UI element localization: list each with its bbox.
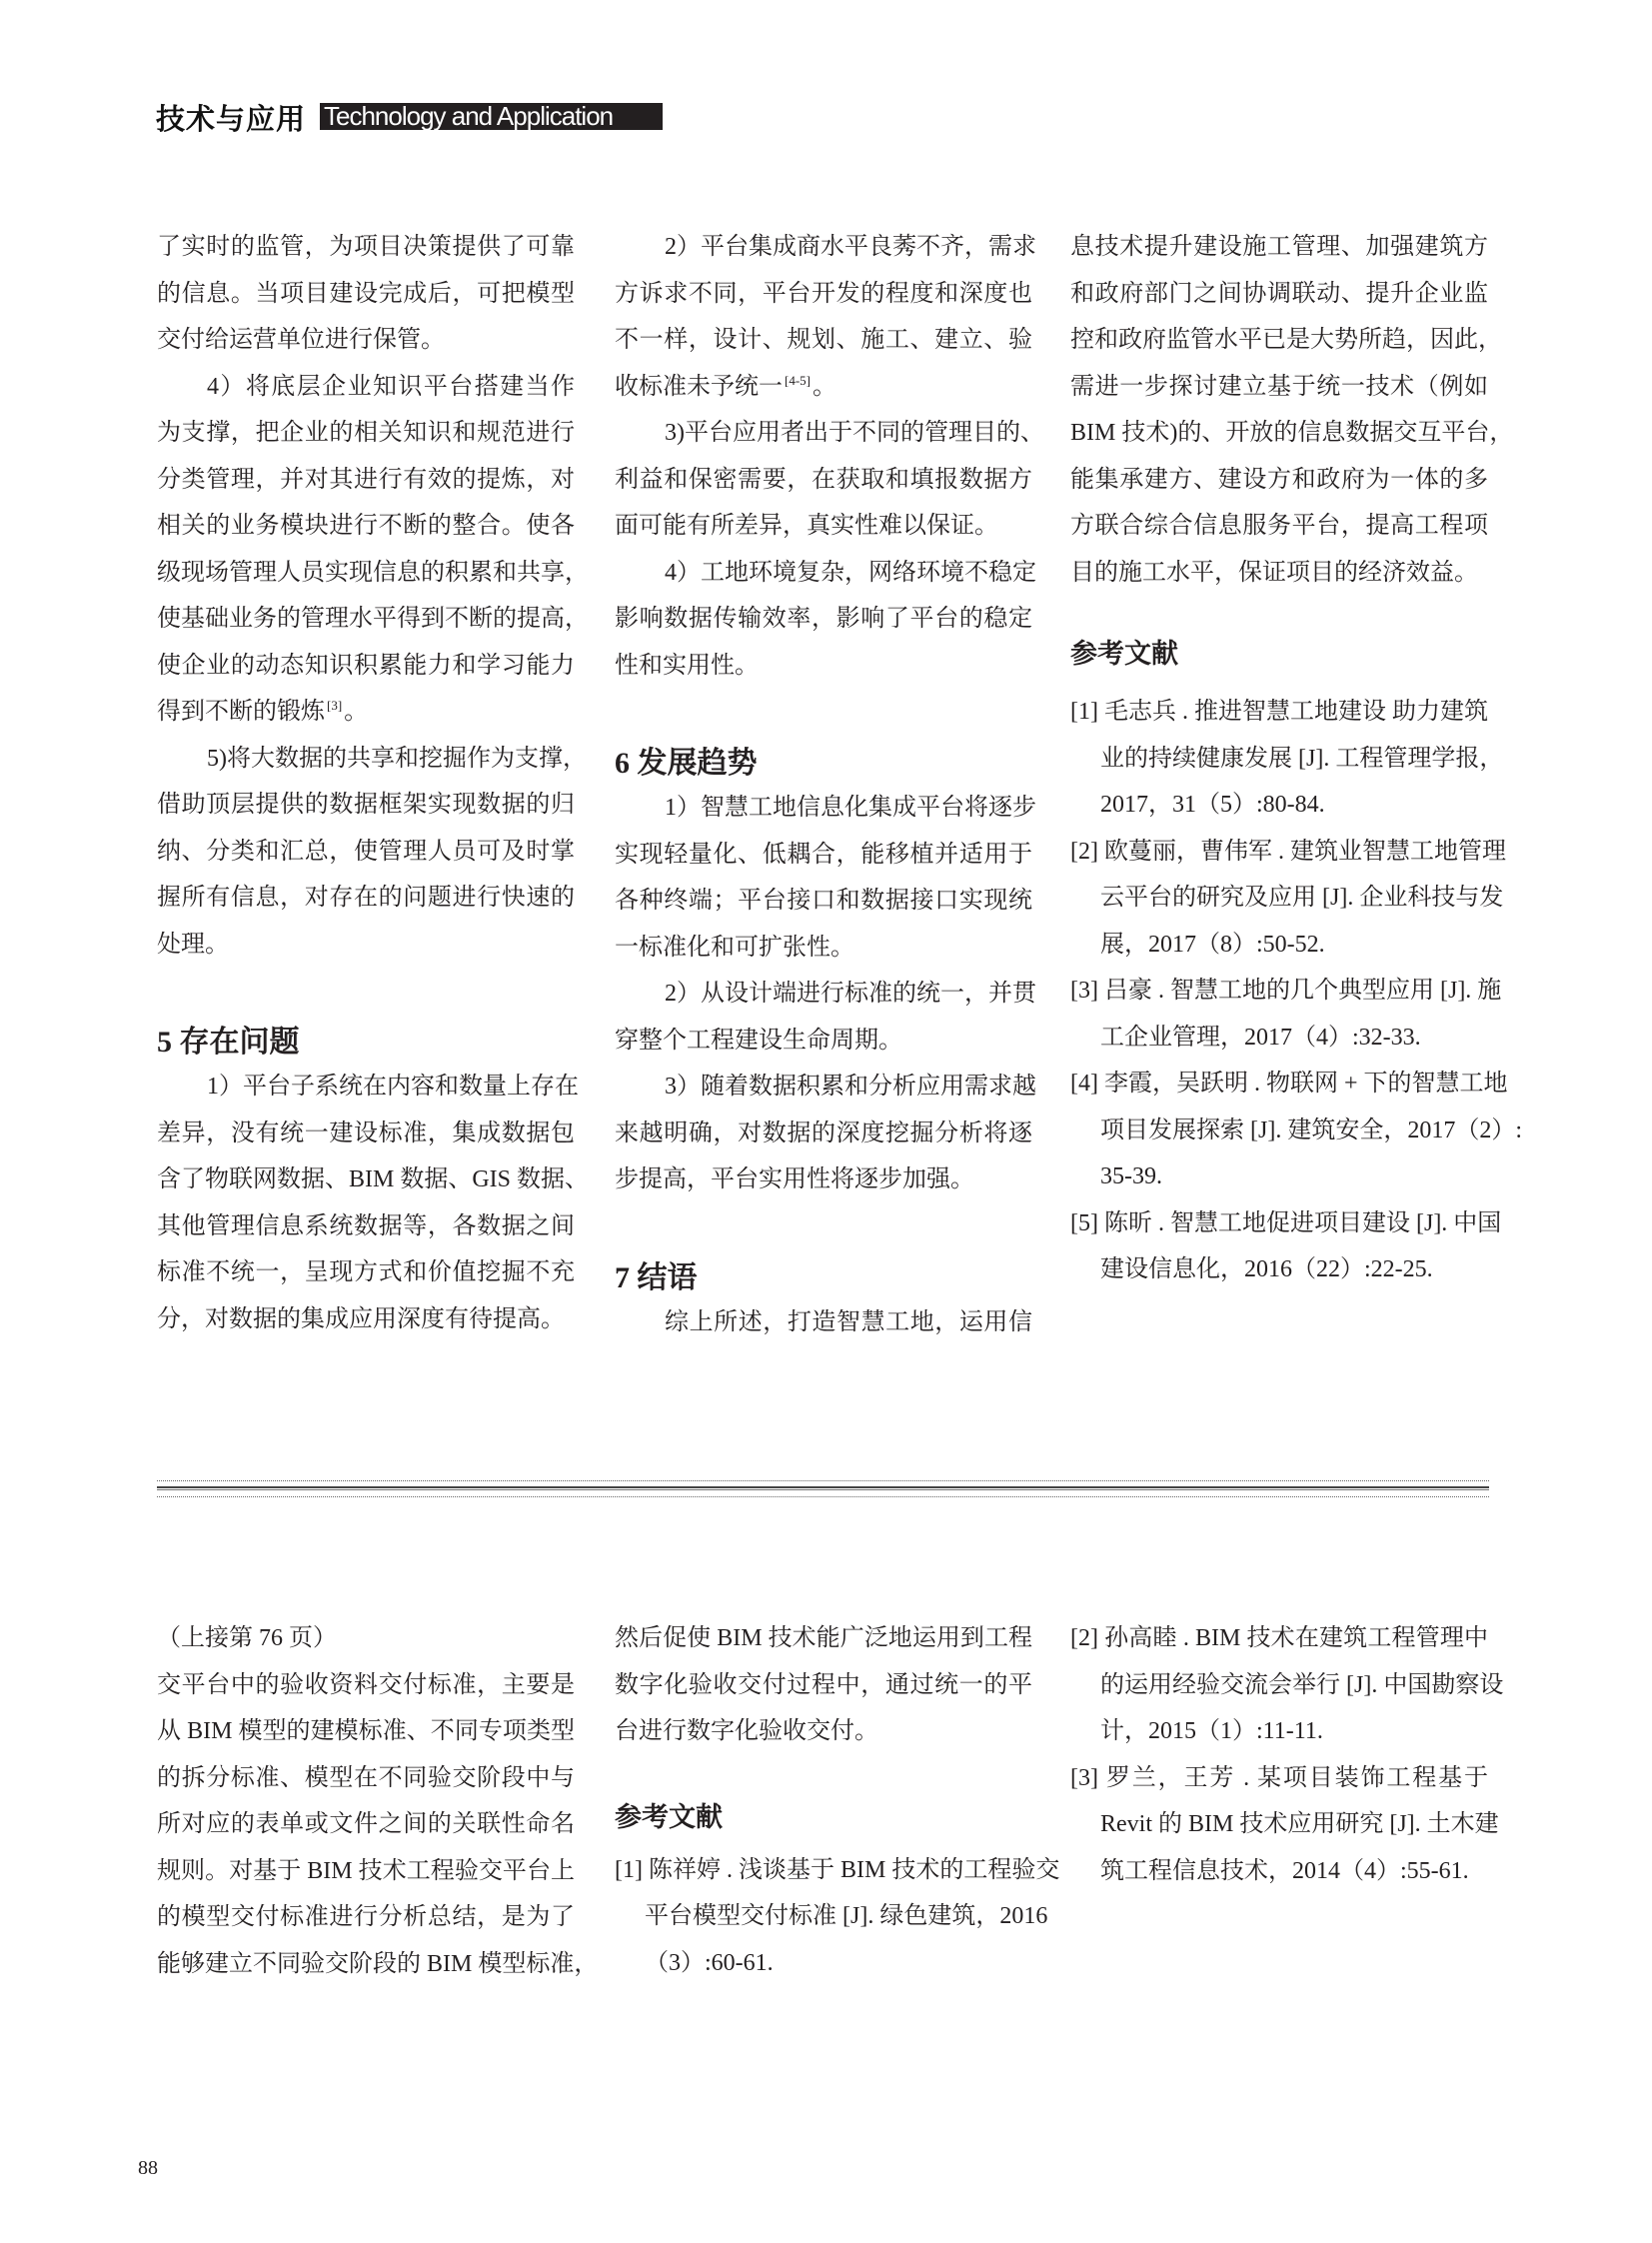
text-line: 交平台中的验收资料交付标准，主要是 xyxy=(157,1671,575,1698)
text-line: 性和实用性。 xyxy=(615,652,759,679)
column-1 xyxy=(157,224,590,1342)
column-1 xyxy=(157,1615,599,1987)
text-line: 需进一步探讨建立基于统一技术（例如 xyxy=(1070,373,1488,400)
section-heading: 6 发展趋势 xyxy=(615,747,758,780)
text-line: 利益和保密需要，在获取和填报数据方 xyxy=(615,466,1032,493)
text-line: 数字化验收交付过程中，通过统一的平 xyxy=(615,1671,1032,1698)
text-line: [3] 吕豪 . 智慧工地的几个典型应用 [J]. 施 xyxy=(1070,978,1502,1004)
text-line: 一标准化和可扩张性。 xyxy=(615,934,854,961)
text-line: 各种终端；平台接口和数据接口实现统 xyxy=(615,888,1032,914)
paragraph xyxy=(615,224,1036,410)
divider-solid xyxy=(157,1486,1489,1490)
text-line: 台进行数字化验收交付。 xyxy=(615,1718,878,1744)
text: 。 xyxy=(344,699,369,725)
divider-dotted xyxy=(157,1480,1489,1481)
reference-item xyxy=(1070,1061,1522,1200)
text-line: 4）将底层企业知识平台搭建当作 xyxy=(207,373,575,400)
paragraph xyxy=(615,550,1036,690)
text-line: 借助顶层提供的数据框架实现数据的归 xyxy=(157,792,575,818)
text-line: 息技术提升建设施工管理、加强建筑方 xyxy=(1070,234,1488,260)
paragraph xyxy=(157,736,587,969)
text-line: 然后促使 BIM 技术能广泛地运用到工程 xyxy=(615,1625,1032,1651)
text-line: 为支撑，把企业的相关知识和规范进行 xyxy=(157,420,575,446)
text-line: 所对应的表单或文件之间的关联性命名 xyxy=(157,1811,575,1837)
text-line: 2）从设计端进行标准的统一，并贯 xyxy=(665,981,1036,1007)
text-line: 综上所述，打造智慧工地，运用信 xyxy=(665,1308,1032,1335)
section-label-cn: 技术与应用 xyxy=(156,102,307,136)
text-line: 从 BIM 模型的建模标准、不同专项类型 xyxy=(157,1718,575,1744)
text-line: 和政府部门之间协调联动、提升企业监 xyxy=(1070,280,1488,307)
text-line: （3）:60-61. xyxy=(645,1949,774,1976)
text-line: 的拆分标准、模型在不同验交阶段中与 xyxy=(157,1764,575,1791)
section-heading: 5 存在问题 xyxy=(157,1026,300,1059)
paragraph xyxy=(615,971,1036,1064)
text-line: 能集承建方、建设方和政府为一体的多 xyxy=(1070,466,1488,493)
reference-item xyxy=(1070,829,1506,969)
section-heading: 7 结语 xyxy=(615,1260,698,1294)
text-line: 3）随着数据积累和分析应用需求越 xyxy=(665,1074,1036,1100)
paragraph xyxy=(157,364,589,736)
text-line: 建设信息化，2016（22）:22-25. xyxy=(1100,1256,1433,1282)
text-line: 工企业管理，2017（4）:32-33. xyxy=(1100,1024,1421,1051)
text-line: 5)将大数据的共享和挖掘作为支撑， xyxy=(207,745,587,772)
page-number: 88 xyxy=(138,2157,158,2179)
text-line: 步提高，平台实用性将逐步加强。 xyxy=(615,1166,974,1192)
text-line: [2] 孙高睦 . BIM 技术在建筑工程管理中 xyxy=(1070,1625,1488,1651)
text-line: 目的施工水平，保证项目的经济效益。 xyxy=(1070,559,1478,586)
text-line: 的信息。当项目建设完成后，可把模型 xyxy=(157,280,575,307)
text-line: [3] 罗兰，王芳 . 某项目装饰工程基于 xyxy=(1070,1764,1488,1791)
text-line: 项目发展探索 [J]. 建筑安全，2017（2）: xyxy=(1100,1117,1522,1143)
text-line: 业的持续健康发展 [J]. 工程管理学报， xyxy=(1100,745,1504,772)
text-line: 纳、分类和汇总，使管理人员可及时掌 xyxy=(157,838,575,865)
column-2 xyxy=(615,1615,1060,1986)
text-line: Revit 的 BIM 技术应用研究 [J]. 土木建 xyxy=(1100,1811,1499,1837)
text-line: 4）工地环境复杂，网络环境不稳定 xyxy=(665,559,1036,586)
reference-item xyxy=(1070,1615,1504,1755)
paragraph xyxy=(157,1064,590,1342)
text-line: 的运用经验交流会举行 [J]. 中国勘察设 xyxy=(1100,1671,1504,1698)
paragraph xyxy=(615,1299,1032,1346)
paragraph xyxy=(615,1615,1032,1755)
paragraph xyxy=(1070,224,1514,596)
section-label-en: Technology and Application xyxy=(320,103,663,130)
text-line: 含了物联网数据、BIM 数据、GIS 数据、 xyxy=(157,1166,590,1192)
paragraph xyxy=(615,410,1044,550)
text-line: BIM 技术)的、开放的信息数据交互平台， xyxy=(1070,420,1514,446)
paragraph xyxy=(157,224,575,364)
text-line: 分类管理，并对其进行有效的提炼，对 xyxy=(157,466,575,493)
text-line: 分，对数据的集成应用深度有待提高。 xyxy=(157,1305,565,1332)
text-line: 规则。对基于 BIM 技术工程验交平台上 xyxy=(157,1857,575,1884)
reference-item xyxy=(615,1847,1060,1987)
text: 得到不断的锻炼 xyxy=(157,699,325,725)
text-line: 展，2017（8）:50-52. xyxy=(1100,931,1325,958)
text-line: 其他管理信息系统数据等，各数据之间 xyxy=(157,1212,575,1239)
reference-item xyxy=(1070,1200,1502,1293)
paragraph xyxy=(615,785,1036,971)
text-line: 筑工程信息技术，2014（4）:55-61. xyxy=(1100,1857,1469,1884)
text-line: 来越明确，对数据的深度挖掘分析将逐 xyxy=(615,1120,1032,1146)
text-line: 1）平台子系统在内容和数量上存在 xyxy=(207,1074,579,1100)
text-line: 35-39. xyxy=(1100,1163,1162,1189)
text-line: 使企业的动态知识积累能力和学习能力 xyxy=(157,652,575,679)
text-line: 面可能有所差异，真实性难以保证。 xyxy=(615,513,998,539)
text-line: 握所有信息，对存在的问题进行快速的 xyxy=(157,885,575,911)
text-line: 处理。 xyxy=(157,931,229,958)
text-line: 不一样，设计、规划、施工、建立、验 xyxy=(615,327,1032,353)
paragraph xyxy=(157,1615,575,1662)
citation-marker: [3] xyxy=(327,698,343,713)
text-line: 方诉求不同，平台开发的程度和深度也 xyxy=(615,280,1032,307)
text-line: 影响数据传输效率，影响了平台的稳定 xyxy=(615,606,1032,632)
text-line: [1] 毛志兵 . 推进智慧工地建设 助力建筑 xyxy=(1070,699,1488,725)
references-heading: 参考文献 xyxy=(1070,639,1178,669)
text: 收标准未予统一 xyxy=(615,373,783,400)
column-2 xyxy=(615,224,1044,1345)
text-line: 标准不统一，呈现方式和价值挖掘不充 xyxy=(157,1259,575,1285)
text-line: 使基础业务的管理水平得到不断的提高， xyxy=(157,606,589,632)
reference-item xyxy=(1070,1755,1499,1895)
text-line: 方联合综合信息服务平台，提高工程项 xyxy=(1070,513,1488,539)
text-line: 平台模型交付标准 [J]. 绿色建筑，2016 xyxy=(645,1903,1048,1929)
text-line: 2017，31（5）:80-84. xyxy=(1100,792,1325,818)
citation-marker: [4-5] xyxy=(785,372,811,388)
paragraph xyxy=(615,1064,1036,1203)
text-line: 实现轻量化、低耦合，能移植并适用于 xyxy=(615,841,1032,868)
divider-dotted xyxy=(157,1496,1489,1497)
text-line xyxy=(157,689,575,736)
column-3 xyxy=(1070,224,1522,1293)
text-line: [1] 陈祥婷 . 浅谈基于 BIM 技术的工程验交 xyxy=(615,1856,1060,1883)
text-line: [5] 陈昕 . 智慧工地促进项目建设 [J]. 中国 xyxy=(1070,1209,1502,1236)
text-line: 1）智慧工地信息化集成平台将逐步 xyxy=(665,795,1036,821)
text-line xyxy=(615,364,1032,411)
text-line: 云平台的研究及应用 [J]. 企业科技与发 xyxy=(1100,885,1504,911)
references-heading: 参考文献 xyxy=(615,1801,723,1832)
text-line: 的模型交付标准进行分析总结，是为了 xyxy=(157,1904,575,1930)
text-line: （上接第 76 页） xyxy=(157,1625,337,1651)
text: 。 xyxy=(813,373,836,400)
text-line: 3)平台应用者出于不同的管理目的、 xyxy=(665,420,1044,446)
text-line: 相关的业务模块进行不断的整合。使各 xyxy=(157,513,575,539)
reference-item xyxy=(1070,689,1504,829)
text-line: 差异，没有统一建设标准，集成数据包 xyxy=(157,1120,575,1146)
text-line: 了实时的监管，为项目决策提供了可靠 xyxy=(157,234,575,260)
text-line: 2）平台集成商水平良莠不齐，需求 xyxy=(665,234,1036,260)
text-line: 级现场管理人员实现信息的积累和共享， xyxy=(157,559,589,586)
text-line: 能够建立不同验交阶段的 BIM 模型标准， xyxy=(157,1950,599,1977)
paragraph xyxy=(157,1662,599,1988)
text-line: [2] 欧蔓丽，曹伟军 . 建筑业智慧工地管理 xyxy=(1070,838,1506,865)
reference-item xyxy=(1070,968,1502,1061)
text-line: 计，2015（1）:11-11. xyxy=(1100,1718,1323,1744)
text-line: 控和政府监管水平已是大势所趋，因此， xyxy=(1070,327,1502,353)
column-3 xyxy=(1070,1615,1504,1894)
text-line: 交付给运营单位进行保管。 xyxy=(157,327,445,353)
text-line: 穿整个工程建设生命周期。 xyxy=(615,1027,902,1054)
text-line: [4] 李霞，吴跃明 . 物联网 + 下的智慧工地 xyxy=(1070,1071,1508,1097)
